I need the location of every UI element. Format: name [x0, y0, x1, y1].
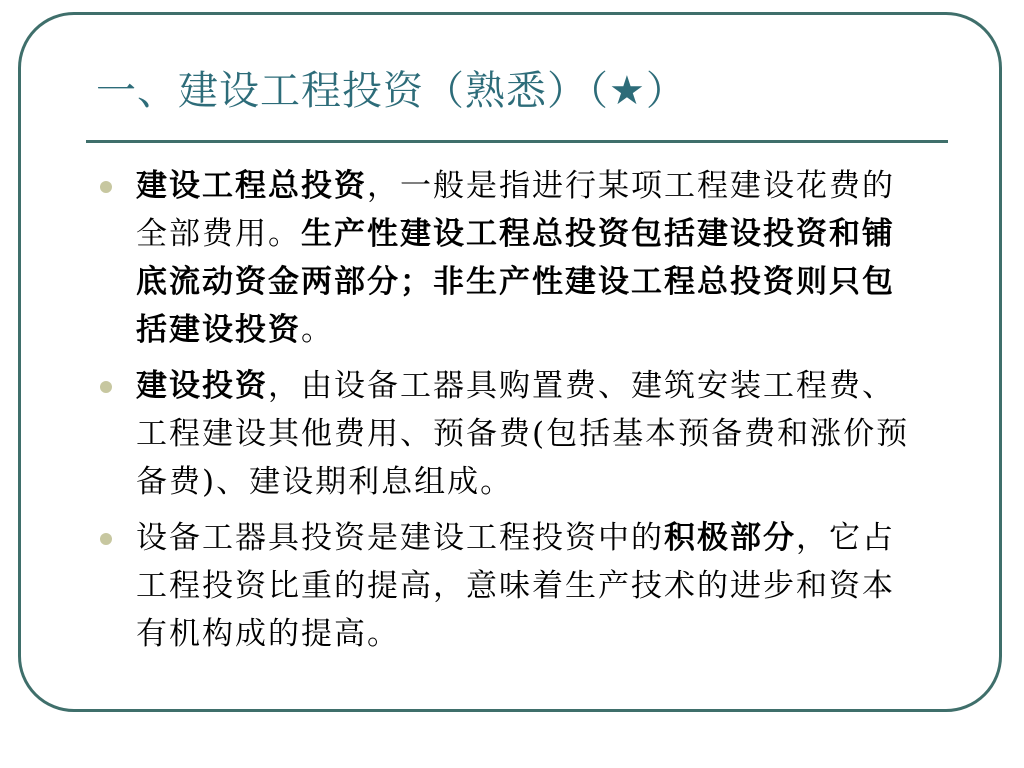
bullet-item: [96, 362, 916, 506]
bullet-text: ，由设备工器具购置费、建筑安装工程费、工程建设其他费用、预备费(包括基本预备费和涨价预备费)、建设期利息组成。: [136, 368, 910, 500]
bullet-dot-icon: [100, 181, 112, 193]
bullet-item: [96, 162, 916, 354]
bullet-text-bold: 积极部分: [664, 520, 796, 556]
title-divider: [86, 140, 948, 143]
bullet-text-bold: 建设投资: [136, 368, 268, 404]
bullet-text: 设备工器具投资是建设工程投资中的: [136, 520, 664, 556]
bullet-text-bold: 生产性建设工程总投资包括建设投资和铺底流动资金两部分；非生产性建设工程总投资则只包括建设投资: [136, 216, 895, 348]
bullet-text: 。: [301, 312, 334, 348]
bullet-text: ，一般是指进行某项工程建设花费的全部费用。: [136, 168, 895, 252]
slide-title: 一、建设工程投资（熟悉）（★）: [96, 68, 687, 114]
bullet-text: ，它占工程投资比重的提高，意味着生产技术的进步和资本有机构成的提高。: [136, 520, 895, 652]
bullet-dot-icon: [100, 533, 112, 545]
bullet-item: [96, 514, 916, 658]
bullet-text-bold: 建设工程总投资: [136, 168, 367, 204]
slide-content: [96, 162, 916, 666]
bullet-dot-icon: [100, 381, 112, 393]
